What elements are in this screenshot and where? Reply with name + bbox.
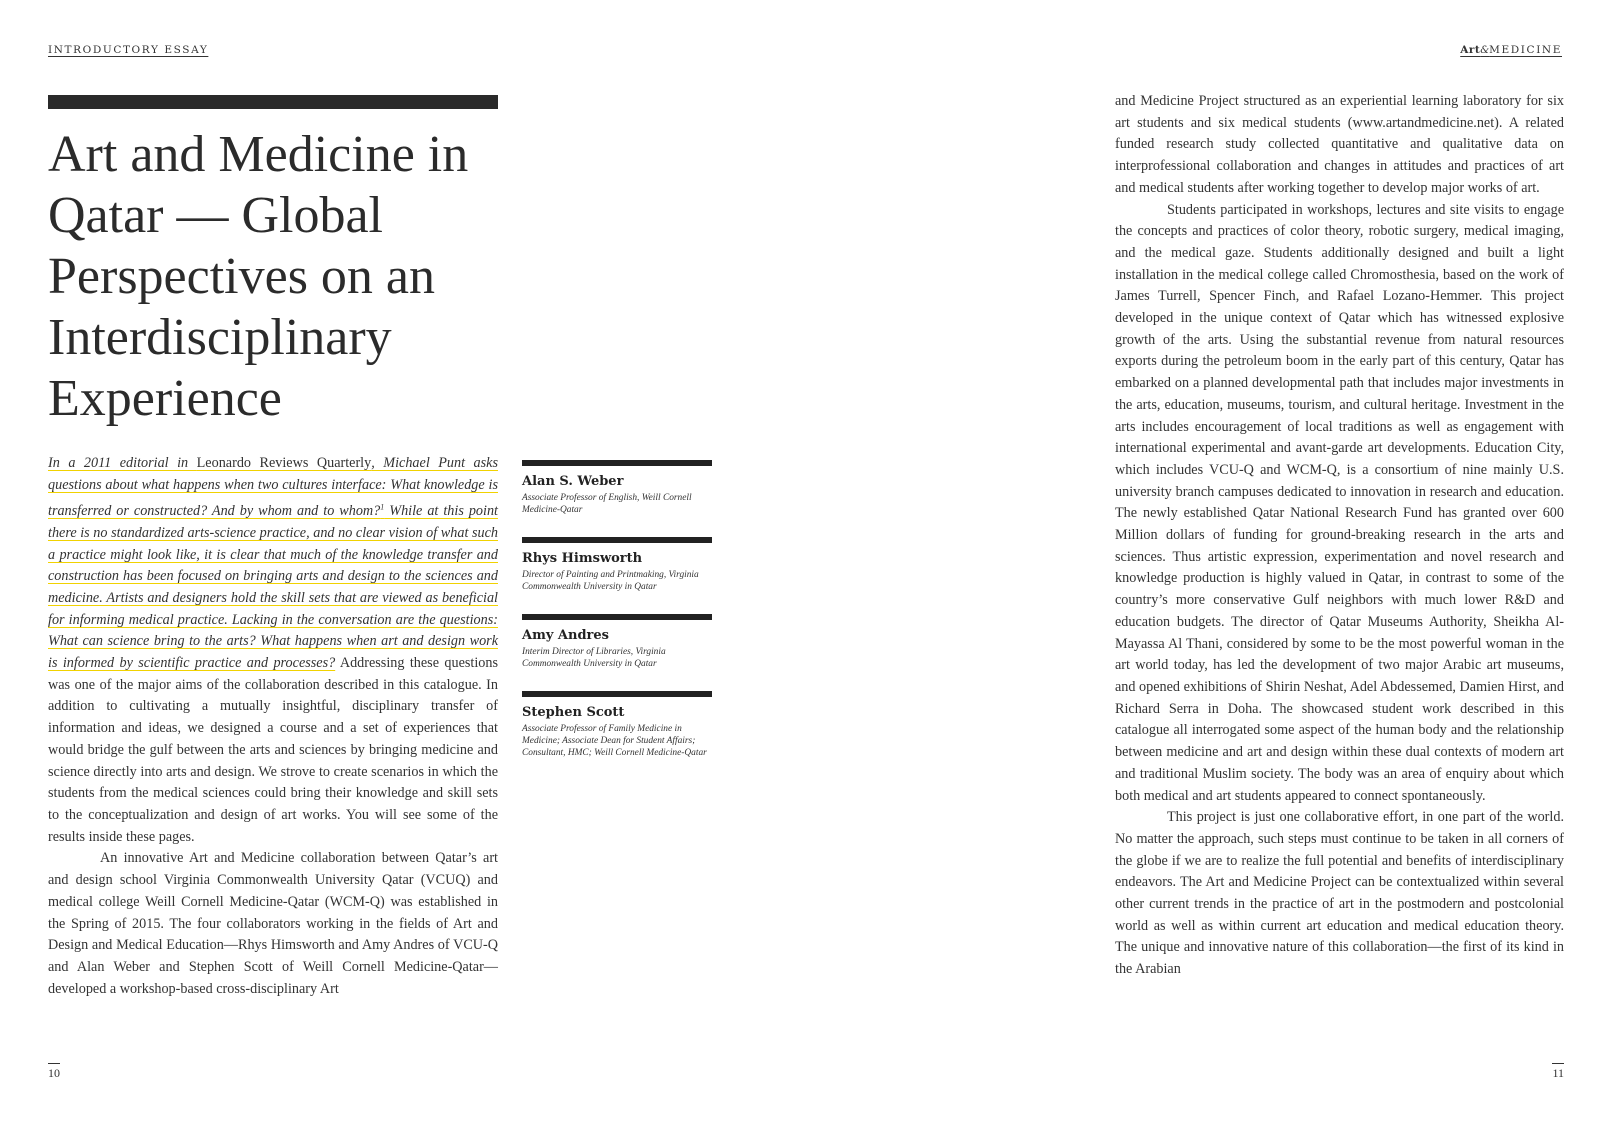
author-role: Associate Professor of English, Weill Cornell Medicine-Qatar	[522, 493, 692, 515]
author-name: Rhys Himsworth	[522, 551, 643, 566]
page-number-left: 10	[48, 1063, 60, 1081]
essay-title: Art and Medicine in Qatar — Global Perspectives on an Interdisciplinary Experience	[48, 126, 469, 427]
left-column	[48, 453, 498, 1000]
author-role: Director of Painting and Printmaking, Virginia Commonwealth University in Qatar	[522, 570, 699, 592]
running-head-left: INTRODUCTORY ESSAY	[48, 44, 209, 56]
brand-ampersand: &	[1480, 45, 1490, 56]
paragraph-4: Students participated in workshops, lectures and site visits to engage the concepts and practices of color theory, robotic surgery, medical imaging, and the medical gaze. Students additionally designed and built a light installation in the medical college called Chromosthesia, based on the work of James Turrell, Spencer Finch, and Rafael Lozano-Hemmer. This project developed in the unique context of Qatar which has witnessed explosive growth of the arts. Using the substantial revenue from natural resources exports during the petroleum boom in the early part of this century, Qatar has embarked on a planned developmental path that includes major investments in the arts, education, museums, tourism, and cultural heritage. Investment in the arts includes encouragement of local traditions as well as engagement with international experimental and avant-garde art developments. Education City, which includes VCU-Q and WCM-Q, is a consortium of nine mainly U.S. university branch campuses dedicated to innovation in research and education. The newly established Qatar National Research Fund has granted over 600 Million dollars of funding for ground-breaking research in the arts and sciences. Thus artistic expression, experimentation and novel research and knowledge production is highly valued in Qatar, in contrast to some of the country’s more conservative Gulf neighbors with much lower R&D and education budgets. The director of Qatar Museums Authority, Sheikha Al-Mayassa Al Thani, considered by some to be the most powerful woman in the art world today, has led the development of two major Arabic art museums, and opened exhibitions of Shirin Neshat, Adel Abdessemed, Damien Hirst, and Richard Serra in Doha. The showcased student work described in this catalogue all interrogated some aspect of the human body and the relationship between medicine and art and design within these dual contexts of modern art and traditional Muslim society. The body was an area of enquiry about which both medical and art students appeared to connect spontaneously.	[1115, 201, 1564, 804]
footnote-ref[interactable]: 1	[380, 502, 385, 512]
intro-part-c: While at this point there is no standardized arts-science practice, and no clear vision of what such a practice might look like, it is clear that much of the knowledge transfer and construction has been focused on bringing arts and design to the sciences and medicine. Artists and designers hold the skill sets that are viewed as beneficial for informing medical practice. Lacking in the conversation are the questions: What can science bring to the arts? What happens when art and design work is informed by scientific practice and processes?	[48, 503, 498, 672]
title-rule	[48, 95, 498, 109]
author-name: Amy Andres	[522, 628, 609, 643]
paragraph-5: This project is just one collaborative effort, in one part of the world. No matter the approach, such steps must continue to be taken in all corners of the globe if we are to realize the full potential and benefits of interdisciplinary endeavors. The Art and Medicine Project can be contextualized within several other current trends in the practice of art in the postmodern and postcolonial world as well as within current art education and medical education theory. The unique and innovative nature of this collaboration—the first of its kind in the Arabian	[1115, 809, 1564, 978]
intro-italic-text	[48, 455, 498, 671]
author-name: Alan S. Weber	[522, 474, 624, 489]
paragraph-1-rest: Addressing these questions was one of the major aims of the collaboration described in this catalogue. In addition to cultivating a mutually insightful, disciplinary transfer of information and ideas, we designed a course and a set of experiences that would bridge the gulf between the arts and sciences by bringing medicine and science directly into arts and design. We strove to create scenarios in which the students from the medical sciences could bring their knowledge and skill sets to the conceptualization and design of art works. You will see some of the results inside these pages.	[48, 655, 498, 845]
intro-part-a: In a 2011 editorial in	[48, 455, 197, 471]
author-role: Associate Professor of Family Medicine in Medicine; Associate Dean for Student Affairs; Consultant, HMC; Weill Cornell Medicine-Qatar	[522, 724, 707, 758]
paragraph-2: An innovative Art and Medicine collaboration between Qatar’s art and design school Virginia Commonwealth University Qatar (VCUQ) and medical college Weill Cornell Medicine-Qatar (WCM-Q) was established in the Spring of 2015. The four collaborators working in the fields of Art and Design and Medical Education—Rhys Himsworth and Amy Andres of VCU-Q and Alan Weber and Stephen Scott of Weill Cornell Medicine-Qatar—developed a workshop-based cross-disciplinary Art	[48, 850, 498, 997]
author-card	[522, 614, 712, 681]
author-name: Stephen Scott	[522, 705, 625, 720]
author-card	[522, 537, 712, 604]
author-list	[522, 460, 712, 768]
journal-title: Leonardo Reviews Quarterly	[196, 455, 372, 471]
intro-part-b: , Michael Punt asks questions about what happens when two cultures interface: What knowledge is transferred or constructed? And by whom and to whom?	[48, 455, 498, 520]
author-card	[522, 691, 712, 758]
author-role: Interim Director of Libraries, Virginia Commonwealth University in Qatar	[522, 647, 666, 669]
paragraph-1	[48, 453, 498, 848]
page-number-right: 11	[1552, 1063, 1564, 1081]
running-head-right	[1460, 44, 1562, 56]
right-column	[1115, 91, 1564, 981]
brand-art: Art	[1460, 44, 1481, 56]
author-card	[522, 460, 712, 527]
paragraph-3: and Medicine Project structured as an experiential learning laboratory for six art students and six medical students (www.artandmedicine.net). A related funded research study collected quantitative and qualitative data on interprofessional collaboration and changes in attitudes and practices of art and medical students after working together to develop major works of art.	[1115, 93, 1564, 196]
brand-medicine: MEDICINE	[1489, 44, 1562, 56]
